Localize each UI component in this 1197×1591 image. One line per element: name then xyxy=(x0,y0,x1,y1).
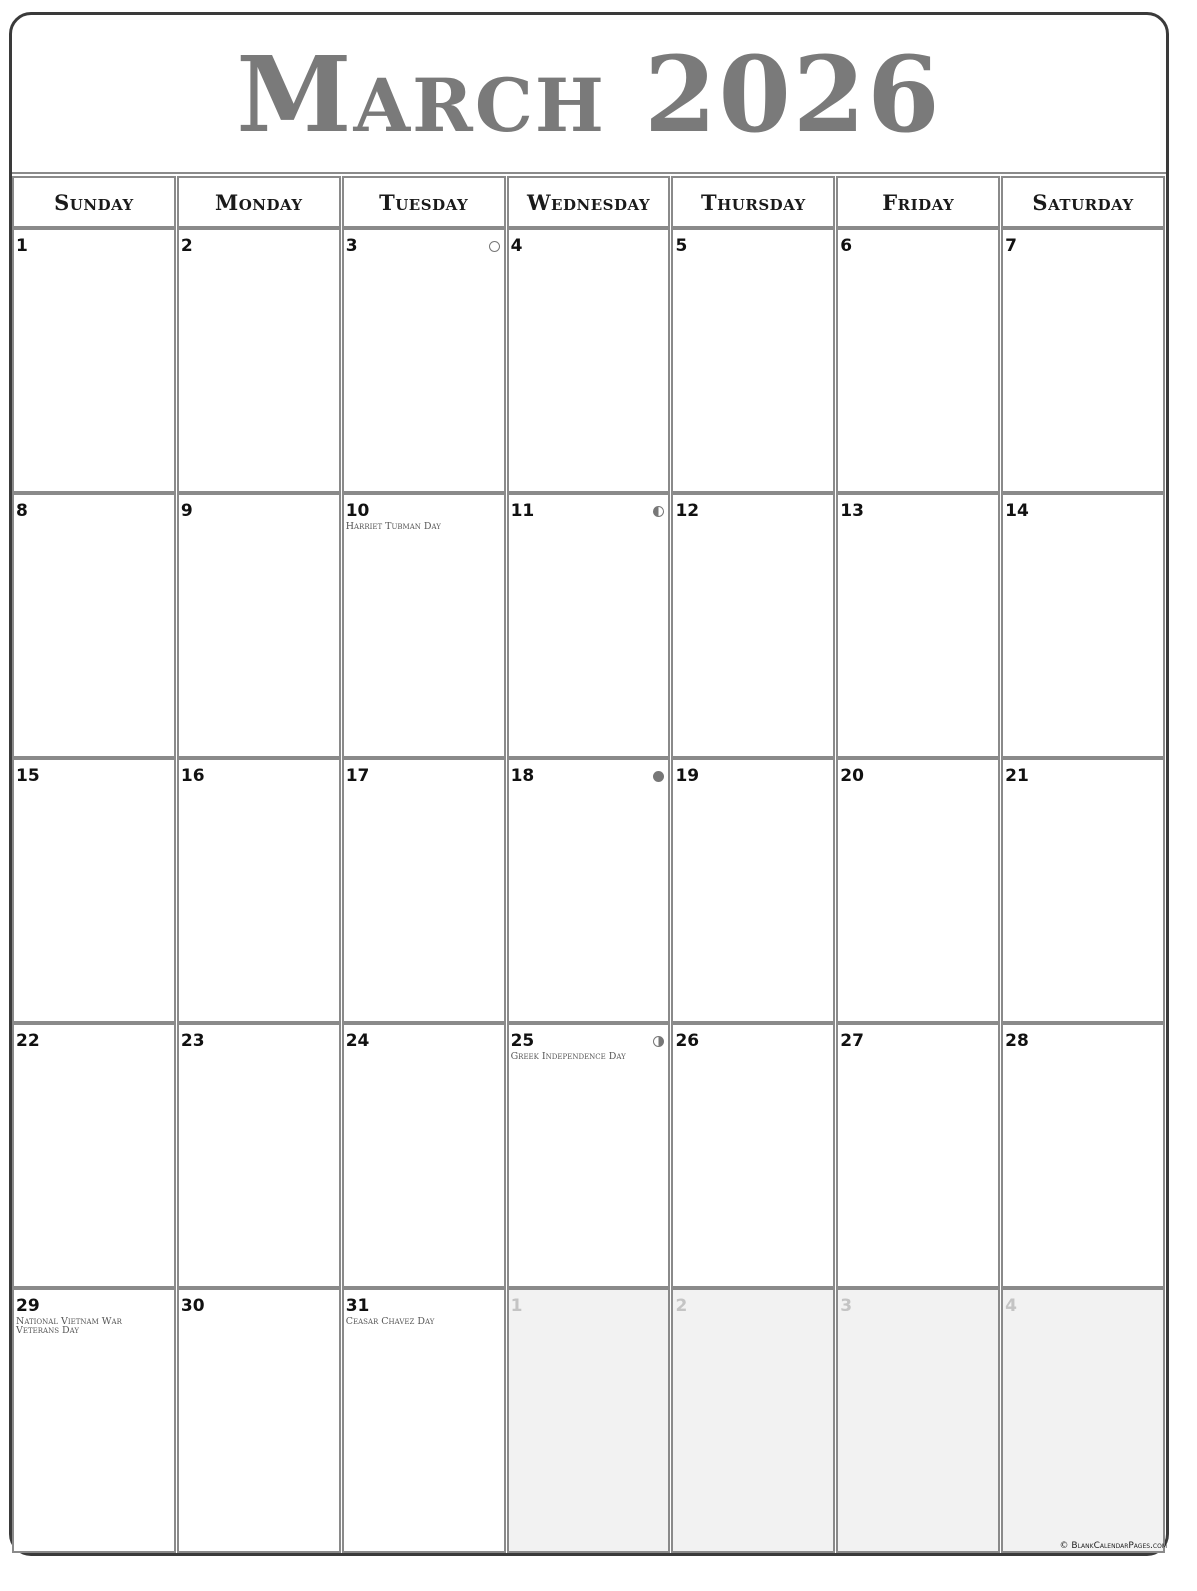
holiday-note: National Vietnam War Veterans Day xyxy=(16,1316,122,1336)
day-number: 1 xyxy=(16,236,28,256)
day-cell[interactable] xyxy=(507,228,671,493)
day-cell[interactable] xyxy=(507,758,671,1023)
day-cell[interactable] xyxy=(671,758,835,1023)
day-number: 24 xyxy=(345,1031,370,1051)
day-number: 4 xyxy=(1005,1296,1017,1316)
day-cell[interactable] xyxy=(342,493,506,758)
week-row xyxy=(12,1288,1166,1553)
copyright-text: © BlankCalendarPages.com xyxy=(1059,1541,1167,1551)
day-number: 23 xyxy=(180,1031,205,1051)
day-cell[interactable] xyxy=(342,228,506,493)
day-cell[interactable] xyxy=(177,493,341,758)
day-cell[interactable] xyxy=(12,758,176,1023)
day-cell[interactable] xyxy=(671,493,835,758)
day-number: 30 xyxy=(180,1296,205,1316)
day-number: 20 xyxy=(840,766,864,786)
day-number: 3 xyxy=(840,1296,853,1316)
day-cell[interactable] xyxy=(177,1288,341,1553)
day-number: 21 xyxy=(1005,766,1029,786)
day-number: 12 xyxy=(675,501,700,521)
week-row xyxy=(12,758,1166,1023)
week-row xyxy=(12,493,1166,758)
day-cell[interactable] xyxy=(671,1023,835,1288)
day-cell[interactable] xyxy=(1001,1023,1165,1288)
day-number: 15 xyxy=(16,766,40,786)
day-number: 26 xyxy=(675,1031,700,1051)
day-cell[interactable] xyxy=(836,758,1000,1023)
day-number: 6 xyxy=(840,236,853,256)
day-number: 28 xyxy=(1005,1031,1029,1051)
day-number: 2 xyxy=(675,1296,688,1316)
moon-new-icon xyxy=(653,771,664,782)
day-number: 19 xyxy=(675,766,700,786)
day-cell[interactable] xyxy=(177,228,341,493)
weekday-tuesday: Tuesday xyxy=(342,176,506,228)
day-number: 22 xyxy=(16,1031,40,1051)
title-divider xyxy=(12,172,1166,174)
holiday-note: Greek Independence Day xyxy=(510,1051,626,1062)
day-cell[interactable] xyxy=(177,758,341,1023)
day-number: 14 xyxy=(1005,501,1029,521)
day-cell-next-month[interactable] xyxy=(671,1288,835,1553)
day-number: 1 xyxy=(510,1296,523,1316)
day-cell[interactable] xyxy=(1001,758,1165,1023)
day-number: 17 xyxy=(345,766,370,786)
weekday-saturday: Saturday xyxy=(1001,176,1165,228)
day-cell[interactable] xyxy=(12,228,176,493)
day-cell[interactable] xyxy=(836,1023,1000,1288)
day-number: 5 xyxy=(675,236,688,256)
day-cell[interactable] xyxy=(342,1023,506,1288)
moon-first-icon xyxy=(653,1036,664,1047)
calendar-title: March 2026 xyxy=(236,32,942,156)
day-number: 18 xyxy=(510,766,535,786)
weekday-header-row xyxy=(12,176,1166,228)
day-cell[interactable] xyxy=(1001,493,1165,758)
day-cell[interactable] xyxy=(12,1288,176,1553)
day-number: 11 xyxy=(510,501,535,521)
calendar-grid xyxy=(12,176,1166,1553)
weekday-thursday: Thursday xyxy=(671,176,835,228)
weekday-friday: Friday xyxy=(836,176,1000,228)
day-cell[interactable] xyxy=(12,493,176,758)
weekday-monday: Monday xyxy=(177,176,341,228)
week-row xyxy=(12,228,1166,493)
day-number: 31 xyxy=(345,1296,370,1316)
day-number: 13 xyxy=(840,501,864,521)
day-cell[interactable] xyxy=(1001,228,1165,493)
day-cell[interactable] xyxy=(177,1023,341,1288)
holiday-note: Harriet Tubman Day xyxy=(345,521,441,532)
day-cell[interactable] xyxy=(836,228,1000,493)
day-cell[interactable] xyxy=(507,493,671,758)
day-number: 8 xyxy=(16,501,28,521)
day-cell[interactable] xyxy=(836,493,1000,758)
moon-full-icon xyxy=(489,241,500,252)
weekday-wednesday: Wednesday xyxy=(507,176,671,228)
day-cell-next-month[interactable] xyxy=(836,1288,1000,1553)
day-number: 10 xyxy=(345,501,370,521)
day-cell[interactable] xyxy=(342,1288,506,1553)
day-cell-next-month[interactable] xyxy=(507,1288,671,1553)
day-number: 27 xyxy=(840,1031,864,1051)
day-number: 3 xyxy=(345,236,358,256)
day-cell[interactable] xyxy=(12,1023,176,1288)
day-cell[interactable] xyxy=(507,1023,671,1288)
day-cell-next-month[interactable] xyxy=(1001,1288,1165,1553)
day-number: 4 xyxy=(510,236,523,256)
day-number: 2 xyxy=(180,236,193,256)
weeks-container xyxy=(12,228,1166,1553)
day-cell[interactable] xyxy=(342,758,506,1023)
day-number: 25 xyxy=(510,1031,535,1051)
weekday-sunday: Sunday xyxy=(12,176,176,228)
day-cell[interactable] xyxy=(671,228,835,493)
day-number: 7 xyxy=(1005,236,1017,256)
moon-last-icon xyxy=(653,506,664,517)
day-number: 9 xyxy=(180,501,193,521)
holiday-note: Ceasar Chavez Day xyxy=(345,1316,435,1327)
day-number: 29 xyxy=(16,1296,40,1316)
week-row xyxy=(12,1023,1166,1288)
day-number: 16 xyxy=(180,766,205,786)
